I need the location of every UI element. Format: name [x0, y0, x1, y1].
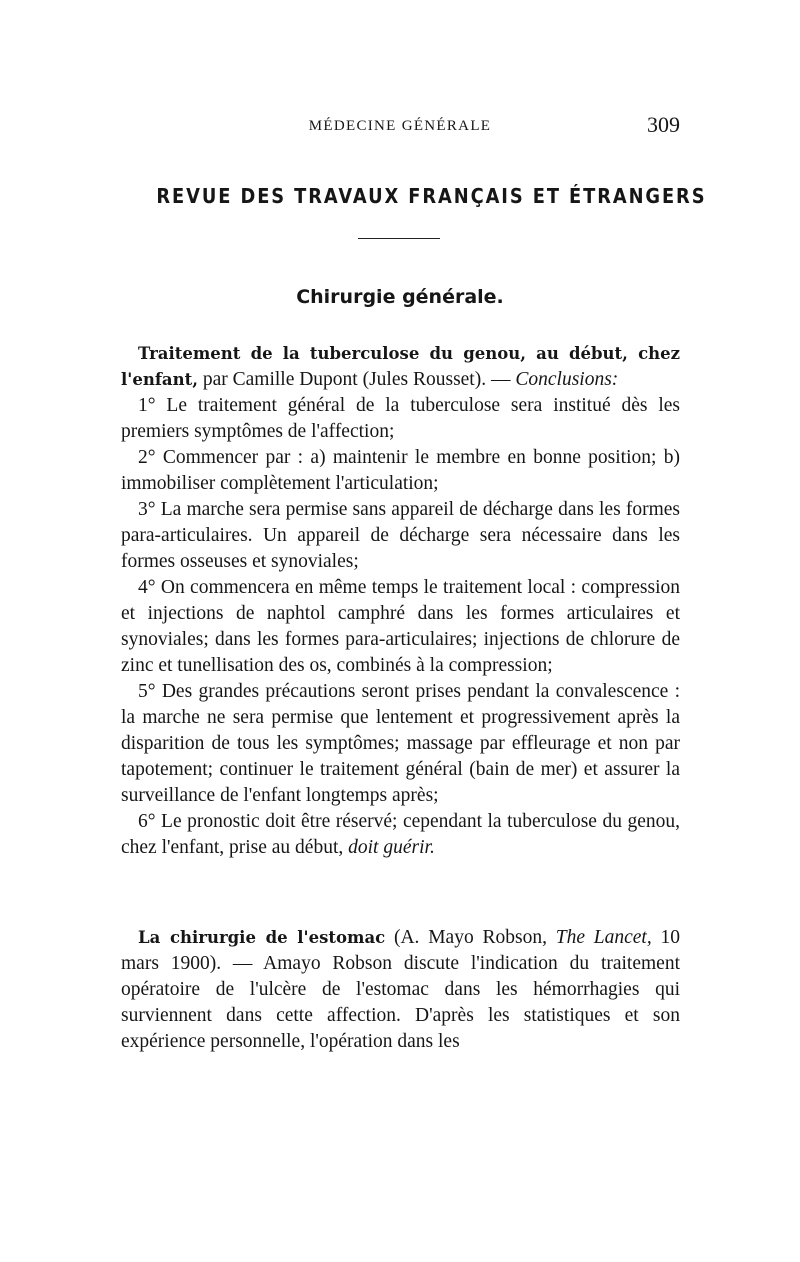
article-intro: [121, 341, 680, 393]
article-heading: Traitement de la tuberculose du genou, au début, chez l'enfant,: [121, 344, 680, 389]
list-item: 4° On commencera en même temps le traitement local : compression et injections de naphtol camphré dans les formes articulaires et synoviales; dans les formes para-articulaires; injections de chlorure de zinc et tunellisation des os, combinés à la compression;: [121, 577, 680, 676]
article-paragraph: [121, 925, 680, 1055]
section-title: REVUE DES TRAVAUX FRANÇAIS ET ÉTRANGERS: [156, 184, 707, 208]
running-title: MÉDECINE GÉNÉRALE: [308, 118, 492, 134]
divider-rule: [358, 238, 440, 239]
article-body: 10 mars 1900). — Amayo Robson discute l'indication du traitement opératoire de l'ulcère de l'estomac dans les hémorrhagies qui surviennent dans cette affection. D'après les statistiques et son expérience personnelle, l'opération dans les: [121, 927, 680, 1052]
running-head: [120, 112, 680, 140]
list-item: [121, 809, 680, 861]
list-item: 1° Le traitement général de la tuberculose sera institué dès les premiers symptômes de l'affection;: [121, 395, 680, 442]
item6-text: 6° Le pronostic doit être réservé; cependant la tuberculose du genou, chez l'enfant, prise au début,: [121, 811, 680, 858]
page-number: 309: [647, 112, 680, 137]
list-item: 5° Des grandes précautions seront prises pendant la convalescence : la marche ne sera permise que lentement et progressivement après la disparition de tous les symptômes; massage par effleurage et non par tapotement; continuer le traitement général (bain de mer) et assurer la surveillance de l'enfant longtemps après;: [121, 681, 680, 806]
article-heading: La chirurgie de l'estomac: [138, 928, 386, 947]
article-chirurgie-estomac: [121, 925, 680, 1055]
citation-open: (A. Mayo Robson,: [385, 927, 556, 948]
list-item: 3° La marche sera permise sans appareil de décharge dans les formes para-articulaires. Un appareil de décharge sera nécessaire dans les formes osseuses et synoviales;: [121, 499, 680, 572]
journal-title: The Lancet,: [555, 927, 652, 948]
article-tuberculose-genou: [121, 341, 680, 861]
article-byline: par Camille Dupont (Jules Rousset). —: [197, 369, 516, 390]
list-item: 2° Commencer par : a) maintenir le membre en bonne position; b) immobiliser complètement l'articulation;: [121, 447, 680, 494]
subsection-title: Chirurgie générale.: [296, 286, 504, 308]
conclusions-label: Conclusions:: [515, 369, 619, 390]
item6-italic: doit guérir.: [348, 837, 435, 858]
